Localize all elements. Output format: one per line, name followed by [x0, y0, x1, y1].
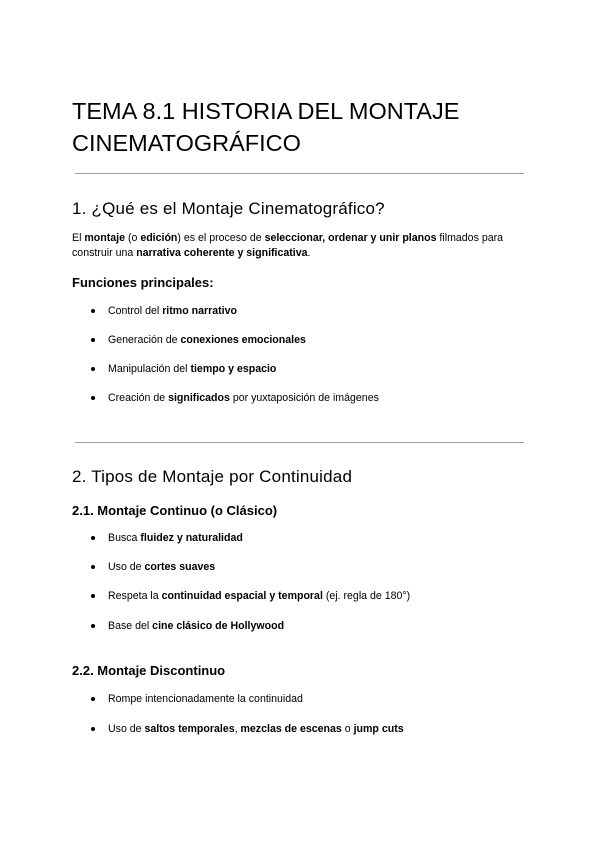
text: (ej. regla de 180°): [322, 590, 411, 602]
bold-text: tiempo y espacio: [190, 363, 277, 375]
bold-text: ritmo narrativo: [162, 305, 237, 317]
bold-text: narrativa coherente y significativa: [136, 246, 308, 259]
text: filmados para construir una: [72, 232, 504, 259]
bold-text: cortes suaves: [144, 561, 216, 573]
list-item: [92, 589, 410, 603]
text: .: [307, 246, 311, 259]
list-item: [92, 722, 404, 736]
section-heading-2: 2. Tipos de Montaje por Continuidad: [72, 467, 353, 486]
bold-text: significados: [168, 392, 230, 404]
list-item: [92, 619, 284, 633]
subheading-funciones: Funciones principales:: [72, 275, 214, 290]
text: Rompe intencionadamente la continuidad: [108, 693, 303, 705]
bold-text: saltos temporales: [144, 723, 235, 735]
subheading-2-1: 2.1. Montaje Continuo (o Clásico): [72, 503, 278, 518]
bold-text: edición: [140, 232, 178, 244]
text: ,: [234, 723, 241, 735]
text: Uso de: [108, 561, 145, 573]
list-item: [92, 304, 237, 318]
text: Respeta la: [108, 590, 162, 602]
divider: [75, 173, 524, 174]
list-item: [92, 560, 215, 574]
text: Generación de: [108, 334, 181, 346]
text: por yuxtaposición de imágenes: [229, 392, 379, 404]
list-item: [92, 692, 303, 706]
text: ) es el proceso de: [177, 232, 265, 244]
text: Busca: [108, 532, 141, 544]
list-item: [92, 391, 379, 405]
list-item: [92, 362, 276, 376]
bold-text: conexiones emocionales: [180, 334, 306, 346]
bold-text: seleccionar, ordenar y unir planos: [264, 232, 437, 244]
document-title: TEMA 8.1 HISTORIA DEL MONTAJE CINEMATOGRÁFICO: [72, 98, 460, 156]
subheading-2-2: 2.2. Montaje Discontinuo: [72, 663, 226, 678]
text: o: [341, 723, 354, 735]
list-item: [92, 333, 306, 347]
text: Uso de: [108, 723, 145, 735]
text: El: [72, 232, 85, 244]
text: Base del: [108, 620, 153, 632]
bold-text: cine clásico de Hollywood: [152, 620, 285, 632]
bold-text: montaje: [84, 232, 125, 244]
definition-paragraph: [72, 231, 532, 260]
section-heading-1: 1. ¿Qué es el Montaje Cinematográfico?: [72, 199, 385, 218]
divider: [75, 442, 524, 443]
text: Creación de: [108, 392, 169, 404]
bold-text: fluidez y naturalidad: [140, 532, 243, 544]
list-item: [92, 531, 243, 545]
bold-text: mezclas de escenas: [240, 723, 342, 735]
text: (o: [125, 232, 141, 244]
text: Control del: [108, 305, 163, 317]
text: Manipulación del: [108, 363, 191, 375]
bold-text: continuidad espacial y temporal: [161, 590, 323, 602]
bold-text: jump cuts: [353, 723, 404, 735]
